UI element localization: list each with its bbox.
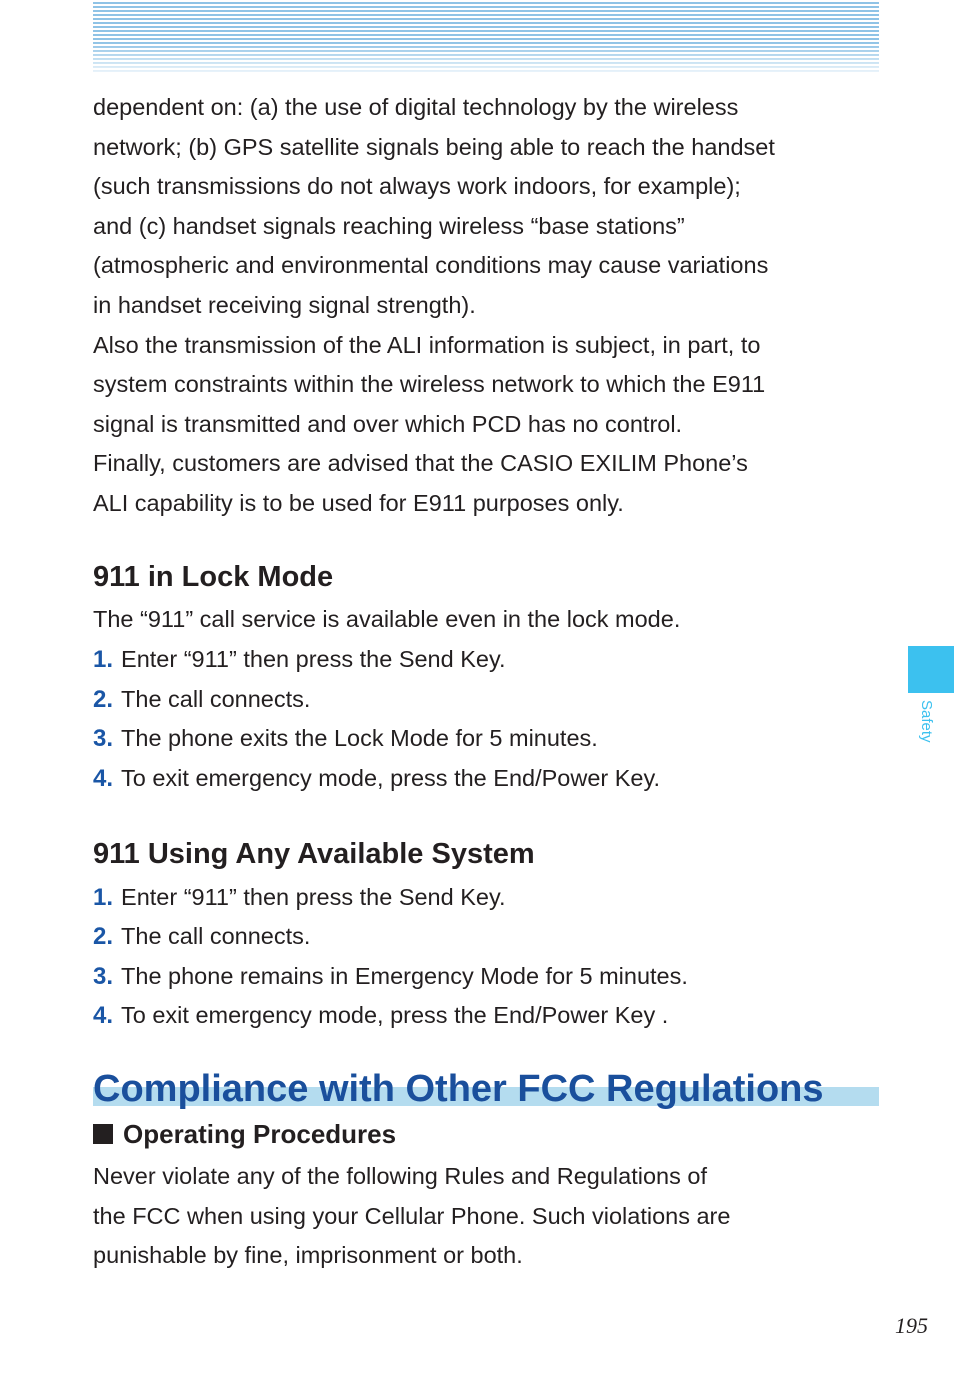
intro-line: network; (b) GPS satellite signals being able to reach the handset [93, 133, 775, 160]
fcc-line: Never violate any of the following Rules and Regulations of [93, 1163, 707, 1189]
header-stripe-band [93, 2, 879, 74]
step-text: Enter “911” then press the Send Key. [121, 646, 506, 672]
any-system-step [93, 963, 688, 991]
intro-line: ALI capability is to be used for E911 purposes only. [93, 489, 624, 516]
step-number: 4. [93, 765, 114, 792]
any-system-step [93, 884, 506, 912]
intro-line: (such transmissions do not always work indoors, for example); [93, 173, 741, 200]
step-text: The call connects. [121, 923, 311, 949]
section-side-label: Safety [918, 700, 935, 743]
operating-procedures-heading [93, 1119, 396, 1150]
step-number: 1. [93, 646, 114, 673]
any-system-step [93, 923, 310, 951]
intro-line: Also the transmission of the ALI information is subject, in part, to [93, 331, 761, 358]
intro-line: signal is transmitted and over which PCD has no control. [93, 410, 683, 437]
fcc-line: punishable by fine, imprisonment or both. [93, 1242, 523, 1269]
step-number: 2. [93, 923, 114, 950]
any-system-heading: 911 Using Any Available System [93, 838, 535, 870]
step-number: 1. [93, 884, 114, 911]
lock-mode-step [93, 686, 310, 714]
lock-mode-step [93, 765, 660, 793]
intro-line: dependent on: (a) the use of digital technology by the wireless [93, 94, 739, 120]
lock-mode-heading: 911 in Lock Mode [93, 561, 334, 593]
page-number: 195 [895, 1313, 928, 1338]
step-text: To exit emergency mode, press the End/Power Key. [121, 765, 661, 791]
operating-procedures-label: Operating Procedures [123, 1119, 397, 1149]
fcc-paragraph [93, 1157, 883, 1276]
square-bullet-icon [93, 1124, 113, 1144]
intro-line: Finally, customers are advised that the CASIO EXILIM Phone’s [93, 450, 748, 477]
intro-line: in handset receiving signal strength). [93, 291, 476, 318]
step-text: Enter “911” then press the Send Key. [121, 884, 506, 910]
step-text: The call connects. [121, 686, 311, 712]
step-number: 2. [93, 686, 114, 713]
intro-line: system constraints within the wireless network to which the E911 [93, 371, 766, 398]
lock-mode-intro: The “911” call service is available even in the lock mode. [93, 606, 681, 632]
intro-paragraph [93, 88, 883, 524]
lock-mode-step [93, 646, 506, 674]
section-tab-marker [908, 646, 954, 693]
any-system-step [93, 1002, 668, 1030]
intro-line: (atmospheric and environmental conditions may cause variations [93, 252, 769, 279]
step-text: The phone remains in Emergency Mode for 5 minutes. [121, 963, 688, 989]
step-number: 3. [93, 725, 114, 752]
step-number: 4. [93, 1002, 114, 1029]
step-number: 3. [93, 963, 114, 990]
fcc-section-heading: Compliance with Other FCC Regulations [93, 1068, 824, 1110]
intro-line: and (c) handset signals reaching wireless “base stations” [93, 212, 685, 239]
step-text: To exit emergency mode, press the End/Power Key . [121, 1002, 669, 1028]
lock-mode-step [93, 725, 598, 753]
fcc-line: the FCC when using your Cellular Phone. Such violations are [93, 1202, 731, 1229]
step-text: The phone exits the Lock Mode for 5 minutes. [121, 725, 598, 751]
